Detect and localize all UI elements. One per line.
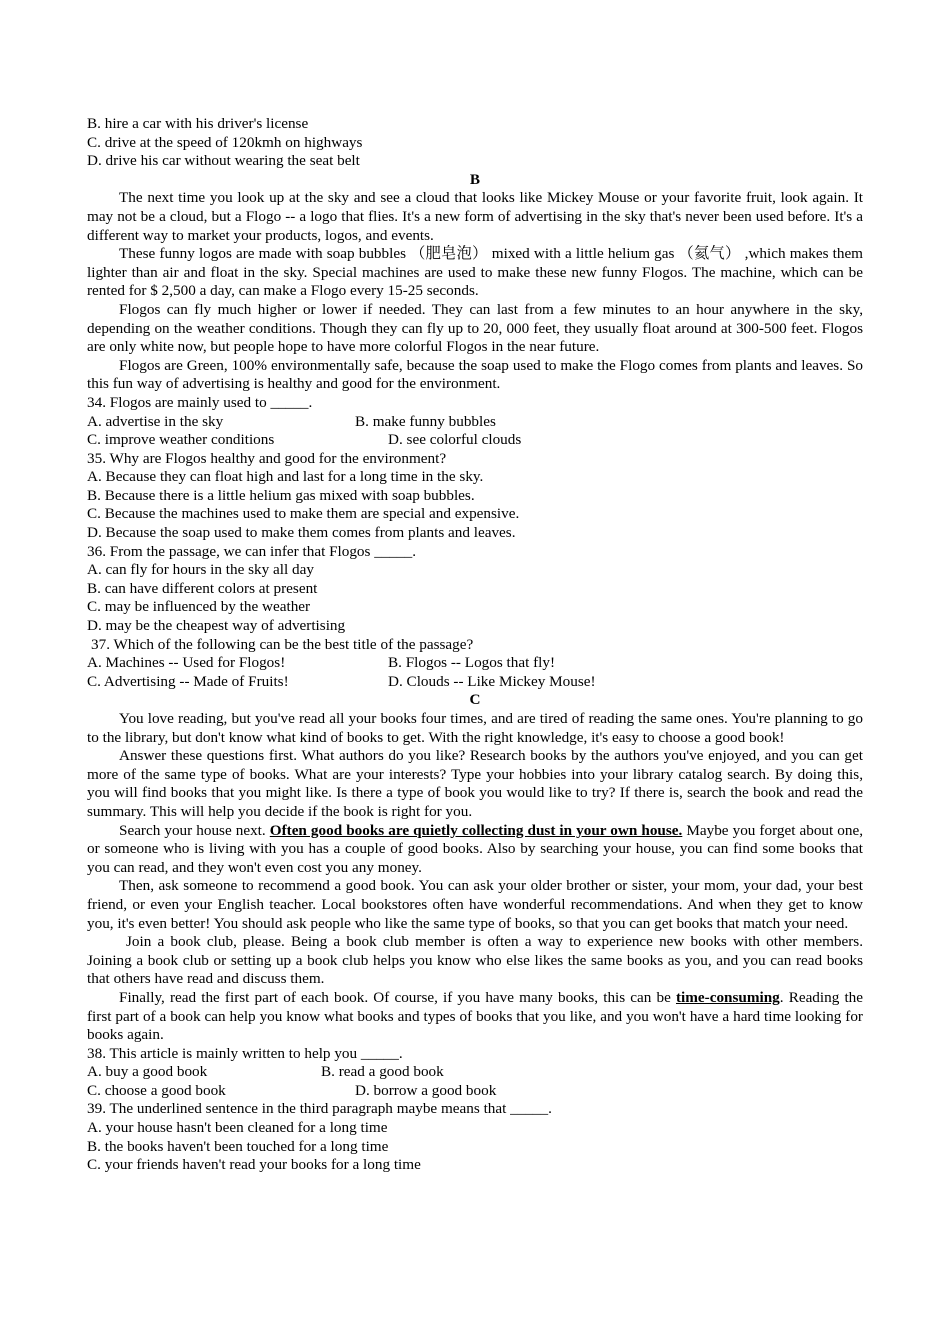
option-a: A. advertise in the sky [87, 412, 224, 430]
passage-paragraph [87, 989, 863, 1045]
option-line: B. hire a car with his driver's license [87, 115, 309, 132]
question-39: 39. The underlined sentence in the third paragraph maybe means that _____. [87, 1100, 552, 1118]
option-line: A. Because they can float high and last for a long time in the sky. [87, 468, 484, 486]
option-line: A. your house hasn't been cleaned for a long time [87, 1119, 388, 1137]
option-line: C. your friends haven't read your books for a long time [87, 1156, 421, 1174]
question-38: 38. This article is mainly written to help you _____. [87, 1044, 403, 1062]
paragraph-text: Finally, read the first part of each book. Of course, if you have many books, this can be [119, 988, 671, 1006]
option-c: C. choose a good book [87, 1081, 226, 1099]
passage-paragraph: These funny logos are made with soap bubbles （肥皂泡） mixed with a little helium gas （氦气） ,which makes them lighter than air and float in the sky. Special machines are used to make these new funny Flogos. The machine, which can be rented for $ 2,500 a day, can make a Flogo every 15-25 seconds. [87, 245, 863, 300]
passage-paragraph: The next time you look up at the sky and see a cloud that looks like Mickey Mouse or your favorite fruit, look again. It may not be a cloud, but a Flogo -- a logo that flies. It's a new form of advertising in the sky that's never been used before. It's a different way to market your products, logos, and events. [87, 189, 863, 244]
underlined-sentence: Often good books are quietly collecting dust in your own house. [269, 821, 683, 839]
option-b: B. make funny bubbles [355, 412, 496, 430]
option-d: D. borrow a good book [355, 1081, 497, 1099]
option-row [87, 673, 863, 692]
option-d: D. Clouds -- Like Mickey Mouse! [388, 672, 596, 690]
paragraph-text: Maybe you forget about one, or someone who is living with you has a couple of good books. Also by searching your house, you can find some books that you can read, and they won't even cost you any money. [87, 821, 863, 876]
document-page [87, 115, 863, 1175]
question-34: 34. Flogos are mainly used to _____. [87, 393, 313, 411]
passage-paragraph [87, 822, 863, 878]
option-row [87, 413, 863, 432]
option-line: D. may be the cheapest way of advertising [87, 617, 346, 635]
option-b: B. read a good book [321, 1063, 444, 1081]
passage-paragraph: Join a book club, please. Being a book club member is often a way to experience new books with other members. Joining a book club or setting up a book club helps you know who else likes the same books as you, and you can read books that others have read and discuss them. [87, 933, 863, 988]
option-c: C. Advertising -- Made of Fruits! [87, 672, 289, 690]
passage-paragraph: You love reading, but you've read all your books four times, and are tired of reading the same ones. You're planning to go to the library, but don't know what kind of books to get. With the right knowledge, it's easy to choose a good book! [87, 710, 863, 746]
option-c: C. improve weather conditions [87, 431, 275, 449]
passage-paragraph: Answer these questions first. What authors do you like? Research books by the authors you've enjoyed, and you can get more of the same type of books. What are your interests? Type your hobbies into your library catalog search. By doing this, you will find books that you might like. Is there a type of book you would like to try? If there is, search the book and read the summary. This will help you decide if the book is right for you. [87, 747, 863, 820]
option-line: B. the books haven't been touched for a long time [87, 1137, 389, 1155]
question-37: 37. Which of the following can be the best title of the passage? [91, 635, 474, 653]
question-35: 35. Why are Flogos healthy and good for the environment? [87, 449, 447, 467]
option-line: C. may be influenced by the weather [87, 598, 311, 616]
question-36: 36. From the passage, we can infer that Flogos _____. [87, 542, 417, 560]
option-line: B. Because there is a little helium gas mixed with soap bubbles. [87, 486, 475, 504]
option-line: A. can fly for hours in the sky all day [87, 561, 314, 579]
option-row [87, 654, 863, 673]
option-a: A. buy a good book [87, 1063, 208, 1081]
option-line: C. Because the machines used to make them are special and expensive. [87, 505, 520, 523]
passage-heading-b: B [469, 170, 481, 188]
option-b: B. Flogos -- Logos that fly! [388, 654, 556, 672]
option-row [87, 1082, 863, 1101]
passage-paragraph: Flogos are Green, 100% environmentally safe, because the soap used to make the Flogo comes from plants and leaves. So this fun way of advertising is healthy and good for the environment. [87, 356, 863, 393]
option-row [87, 1063, 863, 1082]
option-d: D. see colorful clouds [388, 431, 522, 449]
underlined-word: time-consuming [675, 988, 780, 1006]
passage-heading-c: C [469, 691, 481, 709]
option-line: D. drive his car without wearing the seat belt [87, 152, 360, 170]
option-line: D. Because the soap used to make them comes from plants and leaves. [87, 524, 516, 542]
option-a: A. Machines -- Used for Flogos! [87, 654, 286, 672]
passage-paragraph: Then, ask someone to recommend a good book. You can ask your older brother or sister, your mom, your dad, your best friend, or even your English teacher. Local bookstores often have wonderful recommendations. And when they get to know you, it's even better! You should ask people who like the same type of books, so that you can get books that match your need. [87, 877, 863, 932]
paragraph-text: . Reading the first part of a book can help you know what books and types of books that you like, and you won't have a hard time looking for books again. [87, 988, 863, 1044]
option-line: B. can have different colors at present [87, 579, 318, 597]
passage-paragraph: Flogos can fly much higher or lower if needed. They can last from a few minutes to an hour anywhere in the sky, depending on the weather conditions. Though they can fly up to 20, 000 feet, they usually float around at 300-500 feet. Flogos are only white now, but people hope to have more colorful Flogos in the near future. [87, 300, 863, 356]
option-line: C. drive at the speed of 120kmh on highways [87, 133, 363, 151]
paragraph-text: Search your house next. [119, 821, 266, 839]
option-row [87, 431, 863, 450]
